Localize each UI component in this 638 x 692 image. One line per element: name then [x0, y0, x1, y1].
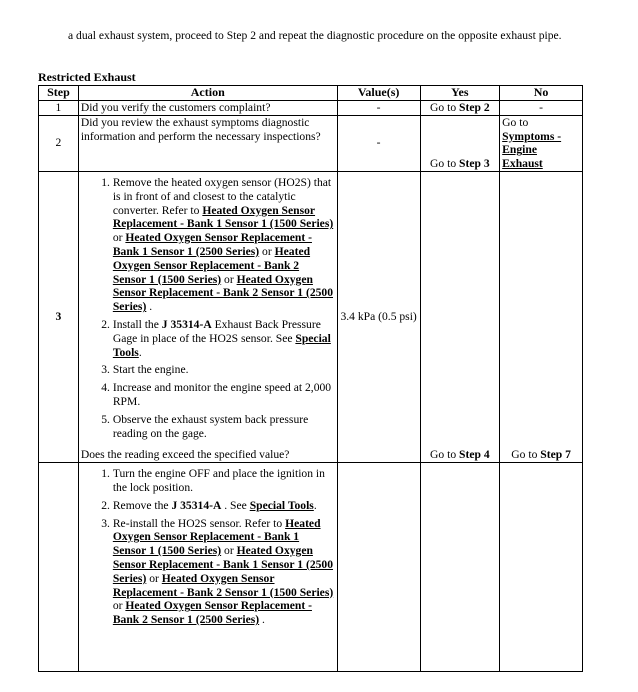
ho2s-b2s1-2500-link[interactable]: Heated Oxygen Sensor Replacement - Bank 2 Sensor 1 (2500 Series)	[112, 272, 334, 314]
header-step: Step	[39, 86, 79, 101]
yes-cell	[420, 171, 500, 462]
list-item: 4. Increase and monitor the engine speed at 2,000 RPM.	[113, 381, 335, 409]
step-number	[39, 463, 79, 672]
ho2s-b1s1-1500-link[interactable]: Heated Oxygen Sensor Replacement - Bank 1 Sensor 1 (1500 Series)	[112, 516, 321, 558]
tool-id: J 35314-A	[161, 317, 212, 331]
value-cell: -	[337, 115, 420, 171]
yes-prefix: Go to	[430, 448, 460, 462]
ho2s-b1s1-2500-link[interactable]: Heated Oxygen Sensor Replacement - Bank 1 Sensor 1 (2500 Series)	[112, 544, 334, 585]
value-cell	[337, 463, 420, 672]
step-number: 2	[39, 115, 79, 171]
header-no: No	[500, 86, 583, 101]
step-number: 1	[39, 101, 79, 116]
action-list	[81, 176, 335, 440]
action-cell	[78, 171, 337, 462]
table-header-row	[39, 86, 583, 101]
list-item: 2. Install the J 35314-A Exhaust Back Pressure Gage in place of the HO2S sensor. See Special Tools.	[113, 318, 335, 359]
action-cell: Did you review the exhaust symptoms diagnostic information and perform the necessary inspections?	[78, 115, 337, 171]
yes-prefix: Go to	[430, 101, 460, 114]
no-prefix: Go to	[502, 115, 529, 129]
list-item: 2. Remove the J 35314-A . See Special Tools.	[113, 499, 335, 513]
special-tools-link[interactable]: Special Tools	[112, 331, 331, 359]
step-number: 3	[39, 171, 79, 462]
action-cell	[78, 463, 337, 672]
yes-cell	[420, 463, 500, 672]
tool-id: J 35314-A	[171, 498, 222, 512]
no-cell	[500, 115, 583, 171]
table-row	[39, 101, 583, 116]
ho2s-b1s1-1500-link[interactable]: Heated Oxygen Sensor Replacement - Bank 1 Sensor 1 (1500 Series)	[112, 203, 334, 231]
ho2s-b2s1-1500-link[interactable]: Heated Oxygen Sensor Replacement - Bank 2 Sensor 1 (1500 Series)	[112, 244, 311, 286]
no-prefix: Go to	[511, 448, 541, 462]
no-cell	[500, 463, 583, 672]
no-step-link[interactable]: Step 7	[540, 448, 571, 462]
table-row	[39, 115, 583, 171]
section-title: Restricted Exhaust	[38, 70, 136, 84]
step-question: Does the reading exceed the specified value?	[80, 448, 290, 462]
yes-prefix: Go to	[430, 157, 460, 171]
yes-step-link[interactable]: Step 4	[459, 448, 490, 462]
no-cell	[500, 171, 583, 462]
special-tools-link[interactable]: Special Tools	[249, 498, 314, 512]
value-cell: 3.4 kPa (0.5 psi)	[337, 171, 420, 462]
action-cell: Did you verify the customers complaint?	[78, 101, 337, 116]
list-item: 3. Re-install the HO2S sensor. Refer to Heated Oxygen Sensor Replacement - Bank 1 Sensor 1 (1500 Series) or Heated Oxygen Sensor Replacement - Bank 1 Sensor 1 (2500 Series) or Heated Oxygen Sensor Replacement - Bank 2 Sensor 1 (1500 Series) or Heated Oxygen Sensor Replacement - Bank 2 Sensor 1 (2500 Series) .	[113, 517, 335, 627]
list-item: 1. Turn the engine OFF and place the ignition in the lock position.	[113, 467, 335, 495]
ho2s-b1s1-2500-link[interactable]: Heated Oxygen Sensor Replacement - Bank 1 Sensor 1 (2500 Series)	[112, 231, 312, 258]
table-row	[39, 463, 583, 672]
value-cell: -	[337, 101, 420, 116]
list-item: 1. Remove the heated oxygen sensor (HO2S) that is in front of and closest to the catalytic converter. Refer to Heated Oxygen Sensor Replacement - Bank 1 Sensor 1 (1500 Series) or Heated Oxygen Sensor Replacement - Bank 1 Sensor 1 (2500 Series) or Heated Oxygen Sensor Replacement - Bank 2 Sensor 1 (1500 Series) or Heated Oxygen Sensor Replacement - Bank 2 Sensor 1 (2500 Series) .	[113, 176, 335, 314]
list-item: 3. Start the engine.	[113, 363, 335, 377]
action-list	[81, 467, 335, 627]
header-action: Action	[78, 86, 337, 101]
intro-paragraph: a dual exhaust system, proceed to Step 2 and repeat the diagnostic procedure on the opposite exhaust pipe.	[68, 29, 562, 42]
table-row	[39, 171, 583, 462]
list-item: 5. Observe the exhaust system back pressure reading on the gage.	[113, 413, 335, 441]
no-cell: -	[500, 101, 583, 116]
diagnostic-table	[38, 85, 583, 672]
ho2s-b2s1-1500-link[interactable]: Heated Oxygen Sensor Replacement - Bank 2 Sensor 1 (1500 Series)	[112, 571, 334, 599]
yes-cell	[420, 101, 500, 116]
symptoms-engine-exhaust-link[interactable]: Symptoms - Engine Exhaust	[502, 129, 562, 171]
yes-step-link[interactable]: Step 2	[459, 101, 490, 114]
ho2s-b2s1-2500-link[interactable]: Heated Oxygen Sensor Replacement - Bank 2 Sensor 1 (2500 Series)	[112, 599, 312, 627]
yes-cell	[420, 115, 500, 171]
header-values: Value(s)	[337, 86, 420, 101]
header-yes: Yes	[420, 86, 500, 101]
yes-step-link[interactable]: Step 3	[459, 157, 490, 171]
